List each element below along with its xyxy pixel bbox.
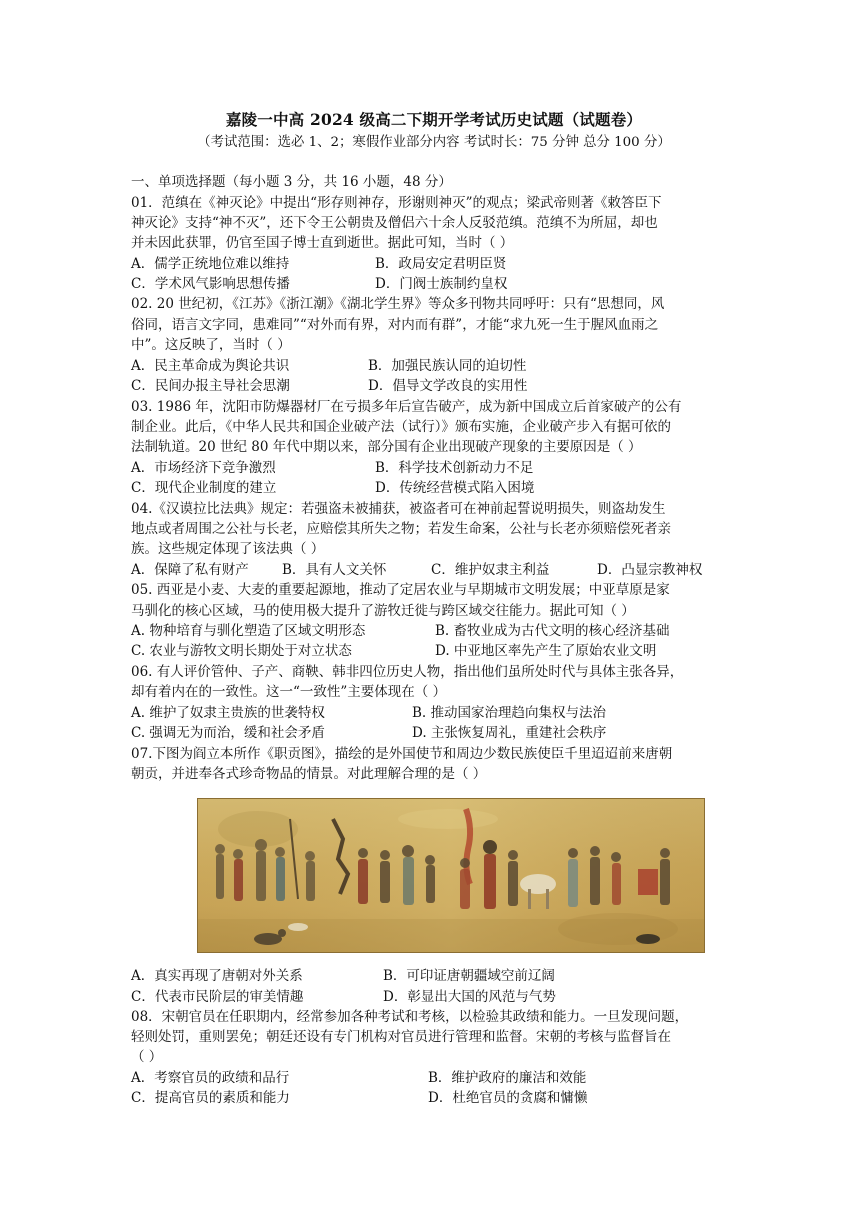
question-7-option-d: D．彰显出大国的风范与气势	[383, 989, 556, 1005]
question-8-line-3: （ ）	[131, 1049, 163, 1065]
question-7-option-a: A．真实再现了唐朝对外关系	[131, 968, 303, 984]
question-2-line-2: 俗同，语言文字同，患难同”“对外而有界，对内而有群”，才能“求九死一生于腥风血雨之	[131, 317, 659, 333]
painting-zhigongtu	[197, 798, 705, 953]
question-7-option-c: C．代表市民阶层的审美情趣	[131, 989, 304, 1005]
question-6-option-b: B. 推动国家治理趋向集权与法治	[412, 705, 607, 721]
question-4-line-3: 族。这些规定体现了该法典（ ）	[131, 541, 325, 557]
question-3-option-a: A．市场经济下竞争激烈	[131, 460, 276, 476]
question-1-option-b: B．政局安定君明臣贤	[375, 256, 507, 272]
question-5-option-a: A. 物种培育与驯化塑造了区域文明形态	[131, 623, 366, 639]
question-8-option-a: A．考察官员的政绩和品行	[131, 1070, 290, 1086]
question-5-line-1: 05. 西亚是小麦、大麦的重要起源地，推动了定居农业与早期城市文明发展；中亚草原是家	[131, 582, 670, 598]
question-8-option-d: D．杜绝官员的贪腐和慵懒	[428, 1090, 588, 1106]
question-7-option-b: B．可印证唐朝疆域空前辽阔	[383, 968, 555, 984]
question-3-option-c: C．现代企业制度的建立	[131, 480, 277, 496]
question-3-line-1: 03. 1986 年，沈阳市防爆器材厂在亏损多年后宣告破产，成为新中国成立后首家破产的公有	[131, 399, 682, 415]
question-1-option-d: D．门阀士族制约皇权	[375, 276, 508, 292]
painting-figures	[198, 799, 704, 952]
question-6-option-a: A. 维护了奴隶主贵族的世袭特权	[131, 705, 325, 721]
question-3-option-d: D．传统经营模式陷入困境	[375, 480, 535, 496]
question-1-line-1: 01．范缜在《神灭论》中提出“形存则神存，形谢则神灭”的观点；梁武帝则著《敕答臣下	[131, 195, 662, 211]
exam-subtitle: （考试范围：选必 1、2；寒假作业部分内容 考试时长：75 分钟 总分 100 分）	[197, 135, 671, 150]
question-5-line-2: 马驯化的核心区域，马的使用极大提升了游牧迁徙与跨区域交往能力。据此可知（ ）	[131, 603, 635, 619]
question-1-line-2: 神灭论》支持“神不灭”，还下令王公朝贵及僧侣六十余人反驳范缜。范缜不为所屈，却也	[131, 215, 658, 231]
question-6-line-1: 06. 有人评价管仲、子产、商鞅、韩非四位历史人物，指出他们虽所处时代与具体主张各异，	[131, 664, 684, 680]
question-5-option-c: C. 农业与游牧文明长期处于对立状态	[131, 643, 352, 659]
question-6-line-2: 却有着内在的一致性。这一“一致性”主要体现在（ ）	[131, 684, 447, 700]
question-1-line-3: 并未因此获罪，仍官至国子博士直到逝世。据此可知，当时（ ）	[131, 235, 514, 251]
question-4-option-b: B．具有人文关怀	[282, 562, 387, 578]
question-8-option-c: C．提高官员的素质和能力	[131, 1090, 290, 1106]
question-4-line-2: 地点或者周围之公社与长老，应赔偿其所失之物；若发生命案，公社与长老亦须赔偿死者亲	[131, 521, 671, 537]
question-1-option-a: A．儒学正统地位难以维持	[131, 256, 290, 272]
question-3-option-b: B．科学技术创新动力不足	[375, 460, 534, 476]
question-6-option-c: C. 强调无为而治，缓和社会矛盾	[131, 725, 325, 741]
question-5-option-d: D. 中亚地区率先产生了原始农业文明	[435, 643, 657, 659]
question-2-option-b: B．加强民族认同的迫切性	[368, 358, 527, 374]
question-4-option-a: A．保障了私有财产	[131, 562, 249, 578]
question-2-option-a: A．民主革命成为舆论共识	[131, 358, 290, 374]
question-8-line-1: 08．宋朝官员在任职期内，经常参加各种考试和考核，以检验其政绩和能力。一旦发现问题，	[131, 1009, 689, 1025]
question-5-option-b: B. 畜牧业成为古代文明的核心经济基础	[435, 623, 670, 639]
question-3-line-3: 法制轨道。20 世纪 80 年代中期以来，部分国有企业出现破产现象的主要原因是（ ）	[131, 439, 642, 455]
question-8-option-b: B．维护政府的廉洁和效能	[428, 1070, 587, 1086]
question-2-option-d: D．倡导文学改良的实用性	[368, 378, 528, 394]
section-heading: 一、单项选择题（每小题 3 分，共 16 小题，48 分）	[131, 174, 452, 190]
question-7-line-2: 朝贡，并进奉各式珍奇物品的情景。对此理解合理的是（ ）	[131, 766, 487, 782]
question-4-option-d: D．凸显宗教神权	[597, 562, 703, 578]
exam-title: 嘉陵一中高 2024 级高二下期开学考试历史试题（试题卷）	[225, 110, 643, 129]
question-4-option-c: C．维护奴隶主利益	[431, 562, 550, 578]
question-4-line-1: 04.《汉谟拉比法典》规定：若强盗未被捕获，被盗者可在神前起誓说明损失，则盗劫发生	[131, 501, 666, 517]
question-2-line-3: 中”。这反映了，当时（ ）	[131, 337, 291, 353]
question-8-line-2: 轻则处罚，重则罢免；朝廷还设有专门机构对官员进行管理和监督。宋朝的考核与监督旨在	[131, 1029, 671, 1045]
question-1-option-c: C．学术风气影响思想传播	[131, 276, 290, 292]
question-3-line-2: 制企业。此后，《中华人民共和国企业破产法（试行）》颁布实施，企业破产步入有据可依的	[131, 419, 671, 435]
question-7-line-1: 07.下图为阎立本所作《职贡图》，描绘的是外国使节和周边少数民族使臣千里迢迢前来唐朝	[131, 746, 673, 762]
question-6-option-d: D. 主张恢复周礼，重建社会秩序	[412, 725, 607, 741]
question-2-line-1: 02. 20 世纪初，《江苏》《浙江潮》《湖北学生界》等众多刊物共同呼吁：只有“思想同，风	[131, 296, 665, 312]
question-2-option-c: C．民间办报主导社会思潮	[131, 378, 290, 394]
